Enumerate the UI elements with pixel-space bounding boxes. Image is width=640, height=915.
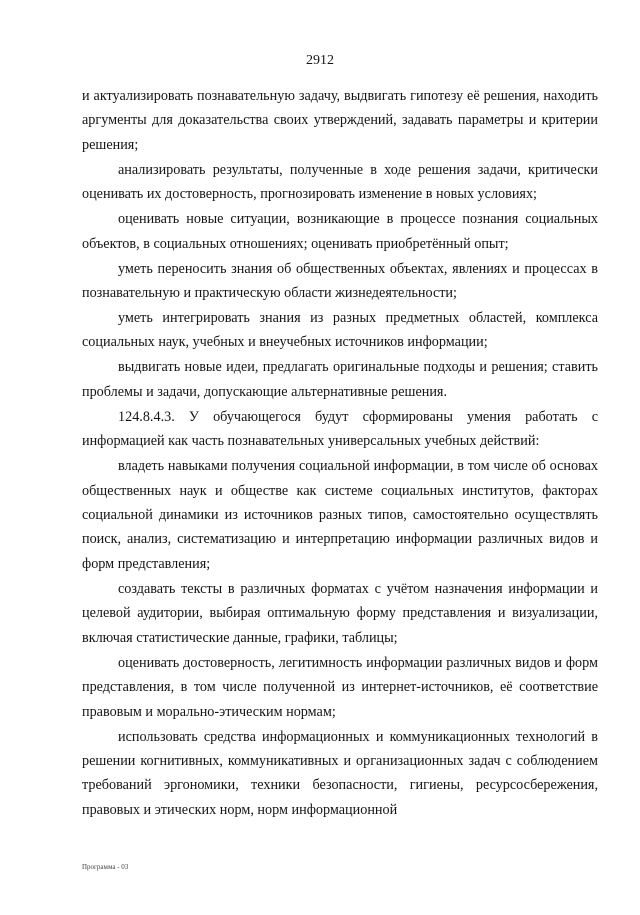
paragraph: уметь интегрировать знания из разных предметных областей, комплекса социальных наук, учебных и внеучебных источников информации; bbox=[82, 310, 598, 351]
section-heading-paragraph: 124.8.4.3. У обучающегося будут сформированы умения работать с информацией как часть познавательных универсальных учебных действий: bbox=[82, 408, 598, 450]
document-body bbox=[82, 84, 598, 823]
paragraph: использовать средства информационных и коммуникационных технологий в решении когнитивных, коммуникативных и организационных задач с соблюдением требований эргономики, техники безопасности, гигиены, ресурсосбережения, правовых и этических норм, норм информационной bbox=[82, 728, 598, 818]
footer-note: Программа - 03 bbox=[82, 863, 129, 871]
paragraph: создавать тексты в различных форматах с учётом назначения информации и целевой аудитории, выбирая оптимальную форму представления и визуализации, включая статистические данные, графики, таблицы; bbox=[82, 580, 598, 646]
paragraph: уметь переносить знания об общественных объектах, явлениях и процессах в познавательную и практическую области жизнедеятельности; bbox=[82, 260, 598, 302]
paragraph: выдвигать новые идеи, предлагать оригинальные подходы и решения; ставить проблемы и задачи, допускающие альтернативные решения. bbox=[82, 359, 598, 400]
paragraph: владеть навыками получения социальной информации, в том числе об основах общественных наук и обществе как системе социальных институтов, факторах социальной динамики из источников разных типов, самостоятельно осуществлять поиск, анализ, систематизацию и интерпретацию информации различных видов и форм представления; bbox=[82, 458, 598, 572]
paragraph: оценивать новые ситуации, возникающие в процессе познания социальных объектов, в социальных отношениях; оценивать приобретённый опыт; bbox=[82, 211, 598, 252]
page-number: 2912 bbox=[306, 53, 334, 68]
paragraph-continuation: и актуализировать познавательную задачу, выдвигать гипотезу её решения, находить аргументы для доказательства своих утверждений, задавать параметры и критерии решения; bbox=[82, 88, 598, 153]
paragraph: оценивать достоверность, легитимность информации различных видов и форм представления, в том числе полученной из интернет-источников, её соответствие правовым и морально-этическим нормам; bbox=[82, 654, 598, 720]
paragraph: анализировать результаты, полученные в ходе решения задачи, критически оценивать их достоверность, прогнозировать изменение в новых условиях; bbox=[82, 161, 598, 203]
